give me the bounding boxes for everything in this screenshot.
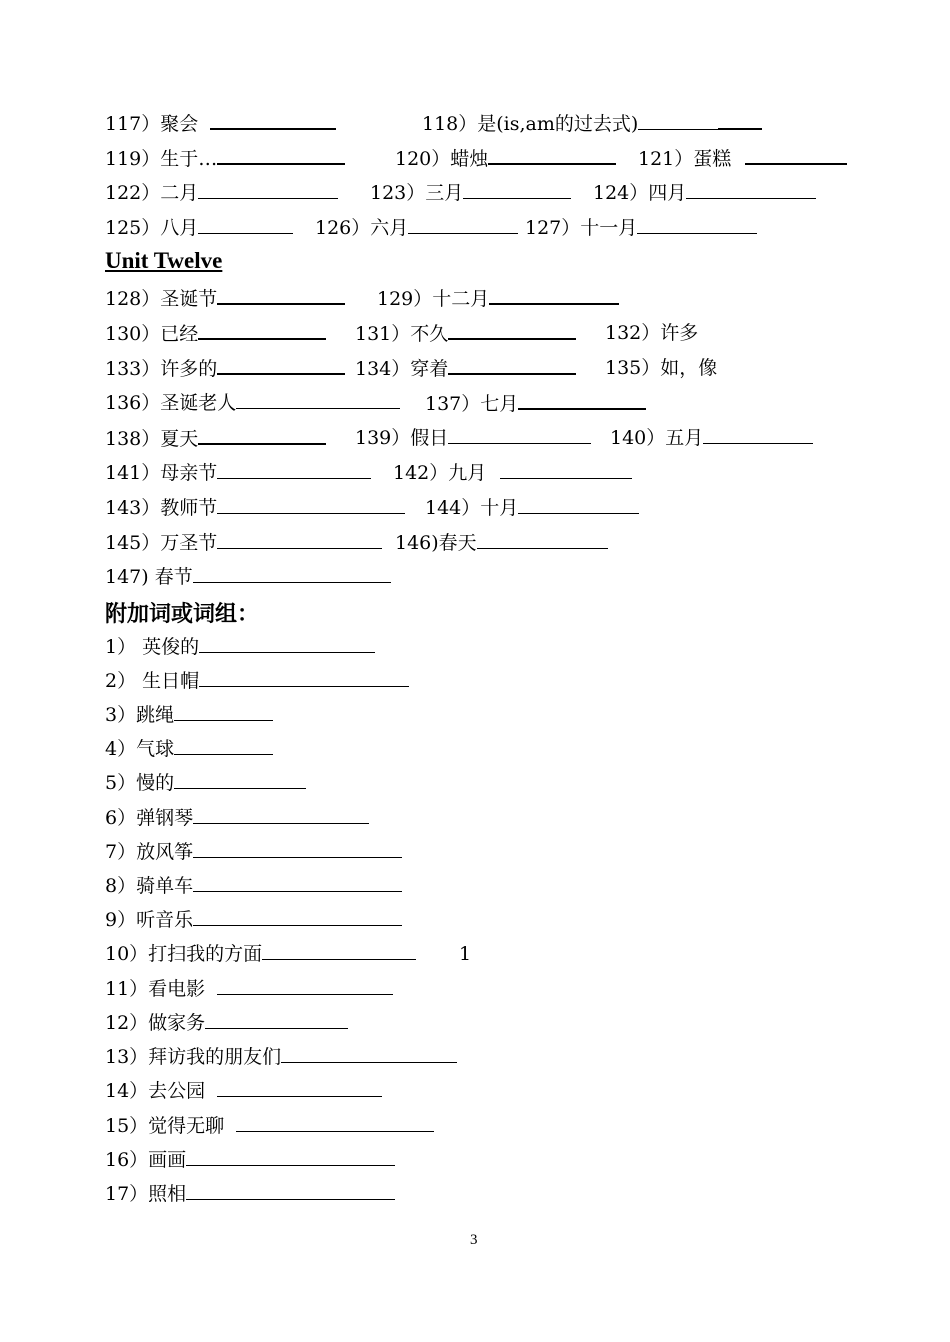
answer-blank[interactable] <box>488 143 616 165</box>
answer-blank[interactable] <box>205 1008 348 1029</box>
item-128: 128）圣诞节 <box>105 283 345 314</box>
answer-blank[interactable] <box>199 666 409 687</box>
item-118: 118）是(is,am的过去式) <box>422 108 762 139</box>
answer-blank[interactable] <box>217 528 382 549</box>
answer-blank[interactable] <box>198 423 326 445</box>
item-136: 136）圣诞老人 <box>105 388 400 418</box>
extra-item-5: 5）慢的 <box>105 768 306 798</box>
item-137: 137）七月 <box>425 388 646 419</box>
extra-item-15: 15）觉得无聊 <box>105 1111 434 1141</box>
answer-blank[interactable] <box>217 458 371 479</box>
extra-item-1: 1） 英俊的 <box>105 632 375 662</box>
extra-section-title: 附加词或词组： <box>105 602 260 627</box>
extra-item-6: 6）弹钢琴 <box>105 803 369 833</box>
item-121: 121）蛋糕 <box>638 143 847 174</box>
answer-blank[interactable] <box>448 423 591 444</box>
answer-blank[interactable] <box>217 493 405 514</box>
item-122: 122）二月 <box>105 178 338 208</box>
item-119: 119）生于… <box>105 143 345 174</box>
extra-item-4: 4）气球 <box>105 734 273 764</box>
item-131: 131）不久 <box>355 318 576 349</box>
item-127: 127）十一月 <box>525 213 757 243</box>
margin-note: 1 <box>459 943 472 965</box>
answer-blank[interactable] <box>448 353 576 375</box>
extra-item-3: 3）跳绳 <box>105 700 273 730</box>
answer-blank[interactable] <box>236 388 400 409</box>
item-140: 140）五月 <box>610 423 813 453</box>
item-141: 141）母亲节 <box>105 458 371 488</box>
answer-blank[interactable] <box>186 1179 395 1200</box>
answer-blank[interactable] <box>217 283 345 305</box>
answer-blank[interactable] <box>193 803 369 824</box>
item-126: 126）六月 <box>315 213 518 243</box>
item-135: 135）如，像 <box>605 357 718 379</box>
item-139: 139）假日 <box>355 423 591 453</box>
item-146: 146)春天 <box>395 528 608 558</box>
answer-blank[interactable] <box>518 493 639 514</box>
answer-blank[interactable] <box>703 423 813 444</box>
answer-blank[interactable] <box>193 837 402 858</box>
extra-item-2: 2） 生日帽 <box>105 666 409 696</box>
answer-blank[interactable] <box>174 700 273 721</box>
item-132: 132）许多 <box>605 322 699 344</box>
item-125: 125）八月 <box>105 213 293 243</box>
answer-blank[interactable] <box>477 528 608 549</box>
answer-blank[interactable] <box>193 562 391 583</box>
answer-blank[interactable] <box>217 1076 382 1097</box>
extra-item-16: 16）画画 <box>105 1145 395 1175</box>
answer-blank[interactable] <box>174 734 273 755</box>
answer-blank[interactable] <box>217 353 345 375</box>
item-117: 117）聚会 <box>105 108 336 139</box>
extra-item-9: 9）听音乐 <box>105 905 402 935</box>
answer-blank[interactable] <box>745 143 847 165</box>
unit-title: Unit Twelve <box>105 248 223 273</box>
item-123: 123）三月 <box>370 178 571 208</box>
answer-blank[interactable] <box>518 388 646 410</box>
extra-item-14: 14）去公园 <box>105 1076 382 1106</box>
answer-blank[interactable] <box>198 178 338 199</box>
answer-blank[interactable] <box>186 1145 395 1166</box>
answer-blank[interactable] <box>281 1042 457 1063</box>
answer-blank[interactable] <box>198 213 293 234</box>
item-120: 120）蜡烛 <box>395 143 616 174</box>
item-142: 142）九月 <box>393 458 632 488</box>
extra-item-12: 12）做家务 <box>105 1008 348 1038</box>
answer-blank[interactable] <box>489 283 619 305</box>
item-145: 145）万圣节 <box>105 528 382 558</box>
answer-blank[interactable] <box>236 1111 434 1132</box>
answer-blank[interactable] <box>217 974 393 995</box>
item-124: 124）四月 <box>593 178 816 208</box>
item-138: 138）夏天 <box>105 423 326 454</box>
answer-blank[interactable] <box>193 905 402 926</box>
item-147: 147) 春节 <box>105 562 391 592</box>
extra-item-17: 17）照相 <box>105 1179 395 1209</box>
answer-blank[interactable] <box>463 178 571 199</box>
item-144: 144）十月 <box>425 493 639 523</box>
extra-item-13: 13）拜访我的朋友们 <box>105 1042 457 1072</box>
answer-blank[interactable] <box>408 213 518 234</box>
extra-item-11: 11）看电影 <box>105 974 393 1004</box>
item-129: 129）十二月 <box>377 283 619 314</box>
item-143: 143）教师节 <box>105 493 405 523</box>
answer-blank[interactable] <box>210 108 336 130</box>
answer-blank[interactable] <box>174 768 306 789</box>
item-133: 133）许多的 <box>105 353 345 384</box>
answer-blank[interactable] <box>199 632 375 653</box>
answer-blank[interactable] <box>638 109 718 130</box>
extra-item-10: 10）打扫我的方面 <box>105 939 416 969</box>
item-134: 134）穿着 <box>355 353 576 384</box>
answer-blank[interactable] <box>198 318 326 340</box>
answer-blank[interactable] <box>217 143 345 165</box>
answer-blank[interactable] <box>193 871 402 892</box>
page-number: 3 <box>470 1232 478 1248</box>
answer-blank[interactable] <box>500 458 632 479</box>
item-130: 130）已经 <box>105 318 326 349</box>
answer-blank[interactable] <box>262 939 416 960</box>
answer-blank[interactable] <box>448 318 576 340</box>
answer-blank[interactable] <box>637 213 757 234</box>
extra-item-7: 7）放风筝 <box>105 837 402 867</box>
answer-blank[interactable] <box>718 108 762 130</box>
answer-blank[interactable] <box>686 178 816 199</box>
extra-item-8: 8）骑单车 <box>105 871 402 901</box>
